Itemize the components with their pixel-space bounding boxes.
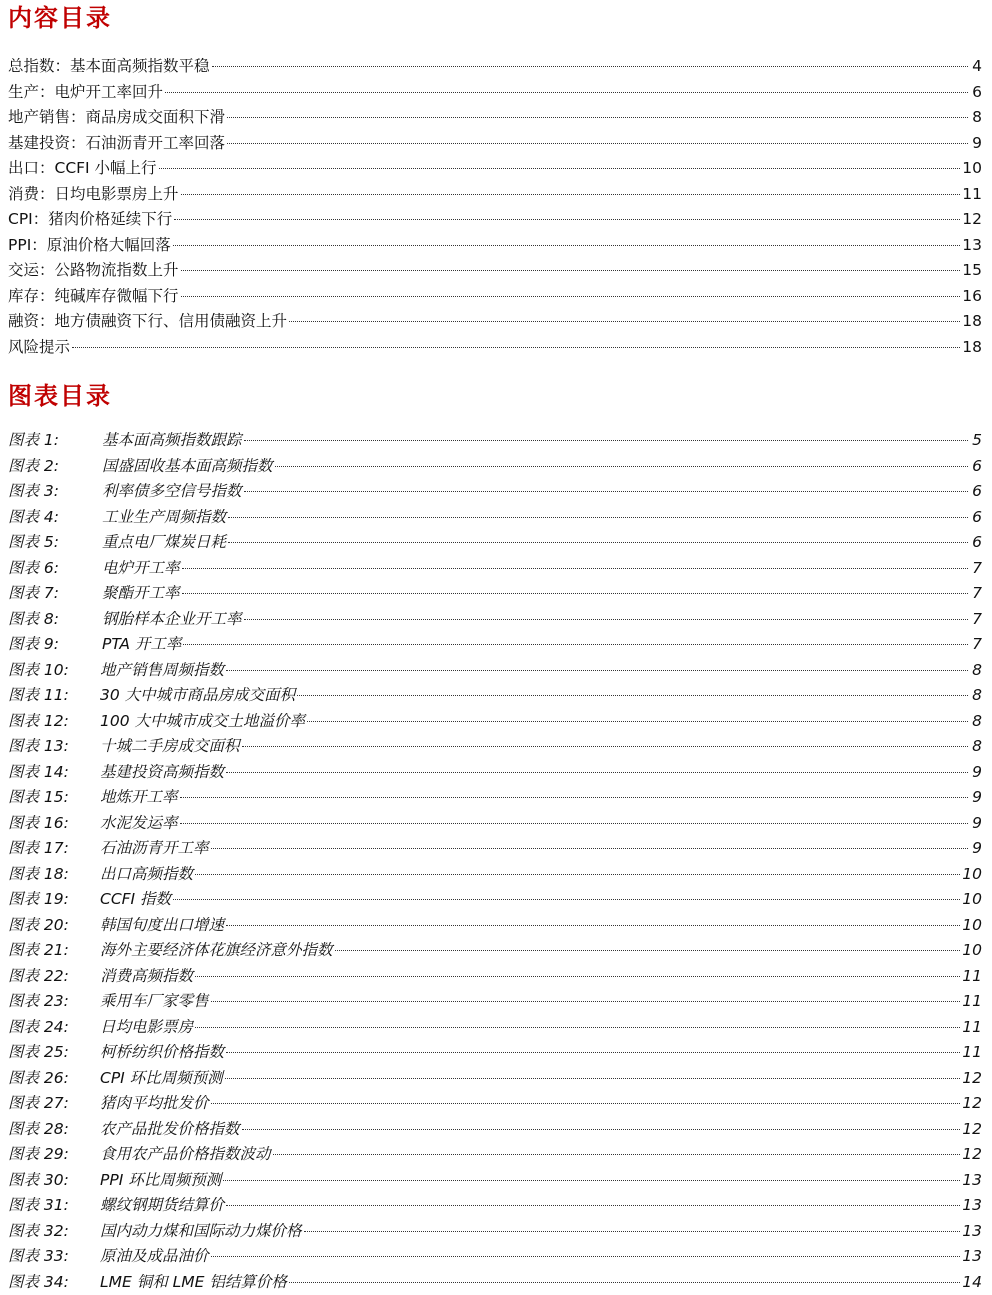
figure-entry-label: 基建投资高频指数 [100,760,224,786]
figure-entry-page: 11 [962,964,982,990]
toc-entry[interactable] [0,156,992,182]
toc-entry-page: 18 [962,309,982,335]
figure-entry[interactable] [0,1091,992,1117]
figure-entry-label: LME 铜和 LME 铝结算价格 [100,1270,287,1295]
figure-entry-label: 食用农产品价格指数波动 [100,1142,271,1168]
figure-entry-number: 图表 32: [8,1219,100,1245]
dot-leader [182,592,968,594]
toc-entry-label: 地产销售：商品房成交面积下滑 [8,105,225,131]
figure-entry[interactable] [0,836,992,862]
toc-entry-page: 11 [962,182,982,208]
dot-leader [180,796,968,798]
figure-entry-number: 图表 14: [8,760,100,786]
figure-entry-number: 图表 13: [8,734,100,760]
dot-leader [228,516,968,518]
figure-entry[interactable] [0,709,992,735]
dot-leader [273,1153,961,1155]
figure-entry-number: 图表 15: [8,785,100,811]
dot-leader [181,295,961,297]
figure-entry-number: 图表 3: [8,479,102,505]
figure-entry[interactable] [0,760,992,786]
figure-entry-number: 图表 9: [8,632,102,658]
toc-entry[interactable] [0,54,992,80]
figure-entry-label: 十城二手房成交面积 [100,734,240,760]
dot-leader [181,269,961,271]
figure-entry-page: 10 [962,887,982,913]
toc-entry-page: 6 [970,80,982,106]
figure-entry-number: 图表 12: [8,709,100,735]
toc-entry-label: CPI：猪肉价格延续下行 [8,207,172,233]
figure-entry[interactable] [0,1040,992,1066]
figure-entry-number: 图表 31: [8,1193,100,1219]
figure-entry-page: 13 [962,1168,982,1194]
figure-entry-page: 9 [970,785,982,811]
figure-entry-number: 图表 34: [8,1270,100,1295]
figure-entry-page: 9 [970,811,982,837]
figure-entry-label: 出口高频指数 [100,862,193,888]
figure-entry[interactable] [0,428,992,454]
figure-entry[interactable] [0,913,992,939]
figure-entry-page: 6 [970,505,982,531]
figure-entry[interactable] [0,479,992,505]
figure-entry-number: 图表 25: [8,1040,100,1066]
figure-entry-label: PPI 环比周频预测 [100,1168,221,1194]
figure-entry-label: CPI 环比周频预测 [100,1066,223,1092]
figure-entry[interactable] [0,1219,992,1245]
toc-entry-label: 基建投资：石油沥青开工率回落 [8,131,225,157]
figure-entry[interactable] [0,964,992,990]
figure-entry-number: 图表 2: [8,454,102,480]
figure-entry[interactable] [0,1117,992,1143]
figure-entry-label: 利率债多空信号指数 [102,479,242,505]
toc-entry-label: 出口：CCFI 小幅上行 [8,156,157,182]
figure-entry-page: 13 [962,1193,982,1219]
figure-entry-number: 图表 6: [8,556,102,582]
figure-entry-page: 13 [962,1244,982,1270]
figure-entry-label: 柯桥纺织价格指数 [100,1040,224,1066]
dot-leader [211,1102,961,1104]
dot-leader [183,643,968,645]
figure-entry-page: 12 [962,1142,982,1168]
dot-leader [227,116,968,118]
dot-leader [211,1255,961,1257]
dot-leader [304,1230,961,1232]
figure-entry-number: 图表 28: [8,1117,100,1143]
figure-entry-number: 图表 27: [8,1091,100,1117]
figure-entry-page: 8 [970,683,982,709]
figure-entry[interactable] [0,658,992,684]
toc-entry-label: PPI：原油价格大幅回落 [8,233,171,259]
figure-entry-label: 乘用车厂家零售 [100,989,209,1015]
figure-entry-number: 图表 33: [8,1244,100,1270]
toc-entry-label: 库存：纯碱库存微幅下行 [8,284,179,310]
figure-entry-page: 6 [970,530,982,556]
figure-entry-label: 猪肉平均批发价 [100,1091,209,1117]
dot-leader [227,142,968,144]
dot-leader [226,924,960,926]
figure-entry-label: 基本面高频指数跟踪 [102,428,242,454]
toc-entry[interactable] [0,335,992,361]
figure-entry[interactable] [0,454,992,480]
figure-list-heading: 图表目录 [8,380,112,412]
dot-leader [244,490,968,492]
toc-entry-label: 融资：地方债融资下行、信用债融资上升 [8,309,287,335]
figure-entry[interactable] [0,632,992,658]
figure-entry-label: 螺纹钢期货结算价 [100,1193,224,1219]
figure-entry[interactable] [0,785,992,811]
toc-entry-page: 9 [970,131,982,157]
figure-entry-page: 10 [962,862,982,888]
figure-entry-number: 图表 10: [8,658,100,684]
figure-list [0,428,992,1295]
dot-leader [173,898,960,900]
figure-entry-page: 8 [970,709,982,735]
toc-entry[interactable] [0,258,992,284]
dot-leader [242,1128,961,1130]
figure-entry-page: 10 [962,913,982,939]
figure-entry-number: 图表 4: [8,505,102,531]
dot-leader [211,1000,961,1002]
figure-entry-number: 图表 7: [8,581,102,607]
toc-entry-label: 消费：日均电影票房上升 [8,182,179,208]
figure-entry[interactable] [0,1142,992,1168]
figure-entry[interactable] [0,1270,992,1295]
dot-leader [173,244,960,246]
figure-entry-number: 图表 5: [8,530,102,556]
figure-entry-label: 地产销售周频指数 [100,658,224,684]
figure-entry[interactable] [0,556,992,582]
dot-leader [195,873,960,875]
dot-leader [226,1051,960,1053]
dot-leader [211,847,968,849]
figure-entry-number: 图表 11: [8,683,100,709]
figure-entry-page: 11 [962,989,982,1015]
dot-leader [223,1179,960,1181]
figure-entry-number: 图表 8: [8,607,102,633]
figure-entry[interactable] [0,530,992,556]
figure-entry-label: 重点电厂煤炭日耗 [102,530,226,556]
dot-leader [180,822,968,824]
figure-entry-page: 12 [962,1091,982,1117]
figure-entry-label: 韩国旬度出口增速 [100,913,224,939]
figure-entry-number: 图表 24: [8,1015,100,1041]
figure-entry-label: 工业生产周频指数 [102,505,226,531]
toc-entry[interactable] [0,309,992,335]
toc-entry[interactable] [0,131,992,157]
dot-leader [195,1026,960,1028]
toc-entry-label: 交运：公路物流指数上升 [8,258,179,284]
figure-entry-page: 8 [970,734,982,760]
toc-entry-label: 生产：电炉开工率回升 [8,80,163,106]
figure-entry-number: 图表 21: [8,938,100,964]
figure-entry-number: 图表 23: [8,989,100,1015]
figure-entry-number: 图表 16: [8,811,100,837]
toc-entry[interactable] [0,284,992,310]
dot-leader [226,1204,960,1206]
dot-leader [307,720,968,722]
dot-leader [335,949,961,951]
dot-leader [182,567,968,569]
figure-entry-number: 图表 22: [8,964,100,990]
dot-leader [289,320,960,322]
dot-leader [181,193,961,195]
dot-leader [212,65,968,67]
toc-entry[interactable] [0,105,992,131]
dot-leader [275,465,968,467]
figure-entry[interactable] [0,607,992,633]
figure-entry-label: 100 大中城市成交土地溢价率 [100,709,305,735]
figure-entry[interactable] [0,1244,992,1270]
figure-entry-number: 图表 29: [8,1142,100,1168]
figure-entry-page: 5 [970,428,982,454]
toc-entry-page: 4 [970,54,982,80]
figure-entry-label: 水泥发运率 [100,811,178,837]
toc-entry-label: 风险提示 [8,335,70,361]
dot-leader [289,1281,960,1283]
figure-entry-label: 国盛固收基本面高频指数 [102,454,273,480]
dot-leader [244,439,968,441]
toc-entry-page: 8 [970,105,982,131]
toc-entry[interactable] [0,207,992,233]
figure-entry-label: 海外主要经济体花旗经济意外指数 [100,938,333,964]
toc-entry[interactable] [0,233,992,259]
dot-leader [242,745,968,747]
dot-leader [159,167,961,169]
dot-leader [244,618,968,620]
toc-entry[interactable] [0,80,992,106]
figure-entry[interactable] [0,1193,992,1219]
figure-entry-label: PTA 开工率 [102,632,181,658]
dot-leader [226,669,968,671]
figure-entry-label: 原油及成品油价 [100,1244,209,1270]
figure-entry-label: 聚酯开工率 [102,581,180,607]
figure-entry-page: 12 [962,1066,982,1092]
figure-entry-label: 农产品批发价格指数 [100,1117,240,1143]
figure-entry-label: 30 大中城市商品房成交面积 [100,683,295,709]
figure-entry[interactable] [0,683,992,709]
figure-entry-page: 14 [962,1270,982,1295]
figure-entry-page: 7 [970,607,982,633]
dot-leader [228,541,968,543]
dot-leader [297,694,968,696]
toc-entry-page: 10 [962,156,982,182]
figure-entry-page: 12 [962,1117,982,1143]
figure-entry[interactable] [0,1015,992,1041]
toc-heading: 内容目录 [8,2,112,34]
figure-entry-page: 9 [970,836,982,862]
toc-entry-page: 15 [962,258,982,284]
figure-entry-number: 图表 26: [8,1066,100,1092]
figure-entry-page: 6 [970,454,982,480]
dot-leader [72,346,960,348]
figure-entry-label: 钢胎样本企业开工率 [102,607,242,633]
figure-entry-number: 图表 17: [8,836,100,862]
figure-entry-page: 11 [962,1015,982,1041]
figure-entry-page: 8 [970,658,982,684]
figure-entry-page: 13 [962,1219,982,1245]
figure-entry-label: 日均电影票房 [100,1015,193,1041]
figure-entry-label: 石油沥青开工率 [100,836,209,862]
dot-leader [226,771,968,773]
figure-entry-number: 图表 19: [8,887,100,913]
figure-entry-page: 7 [970,556,982,582]
figure-entry-page: 7 [970,581,982,607]
toc-entry-label: 总指数：基本面高频指数平稳 [8,54,210,80]
figure-entry-label: 地炼开工率 [100,785,178,811]
figure-entry-number: 图表 30: [8,1168,100,1194]
figure-entry-page: 7 [970,632,982,658]
figure-entry-label: 消费高频指数 [100,964,193,990]
toc-entry-page: 16 [962,284,982,310]
dot-leader [225,1077,961,1079]
toc-entry[interactable] [0,182,992,208]
figure-entry[interactable] [0,811,992,837]
figure-entry[interactable] [0,989,992,1015]
figure-entry[interactable] [0,862,992,888]
toc-entry-page: 13 [962,233,982,259]
toc-list [0,54,992,360]
dot-leader [174,218,960,220]
toc-entry-page: 18 [962,335,982,361]
figure-entry[interactable] [0,887,992,913]
figure-entry[interactable] [0,938,992,964]
dot-leader [165,91,968,93]
figure-entry[interactable] [0,734,992,760]
figure-entry-number: 图表 18: [8,862,100,888]
figure-entry-page: 6 [970,479,982,505]
figure-entry-page: 9 [970,760,982,786]
figure-entry[interactable] [0,1066,992,1092]
figure-entry-page: 11 [962,1040,982,1066]
figure-entry-number: 图表 20: [8,913,100,939]
dot-leader [195,975,960,977]
figure-entry-label: 国内动力煤和国际动力煤价格 [100,1219,302,1245]
figure-entry[interactable] [0,505,992,531]
toc-entry-page: 12 [962,207,982,233]
figure-entry-page: 10 [962,938,982,964]
figure-entry[interactable] [0,1168,992,1194]
figure-entry-number: 图表 1: [8,428,102,454]
figure-entry[interactable] [0,581,992,607]
figure-entry-label: CCFI 指数 [100,887,171,913]
figure-entry-label: 电炉开工率 [102,556,180,582]
